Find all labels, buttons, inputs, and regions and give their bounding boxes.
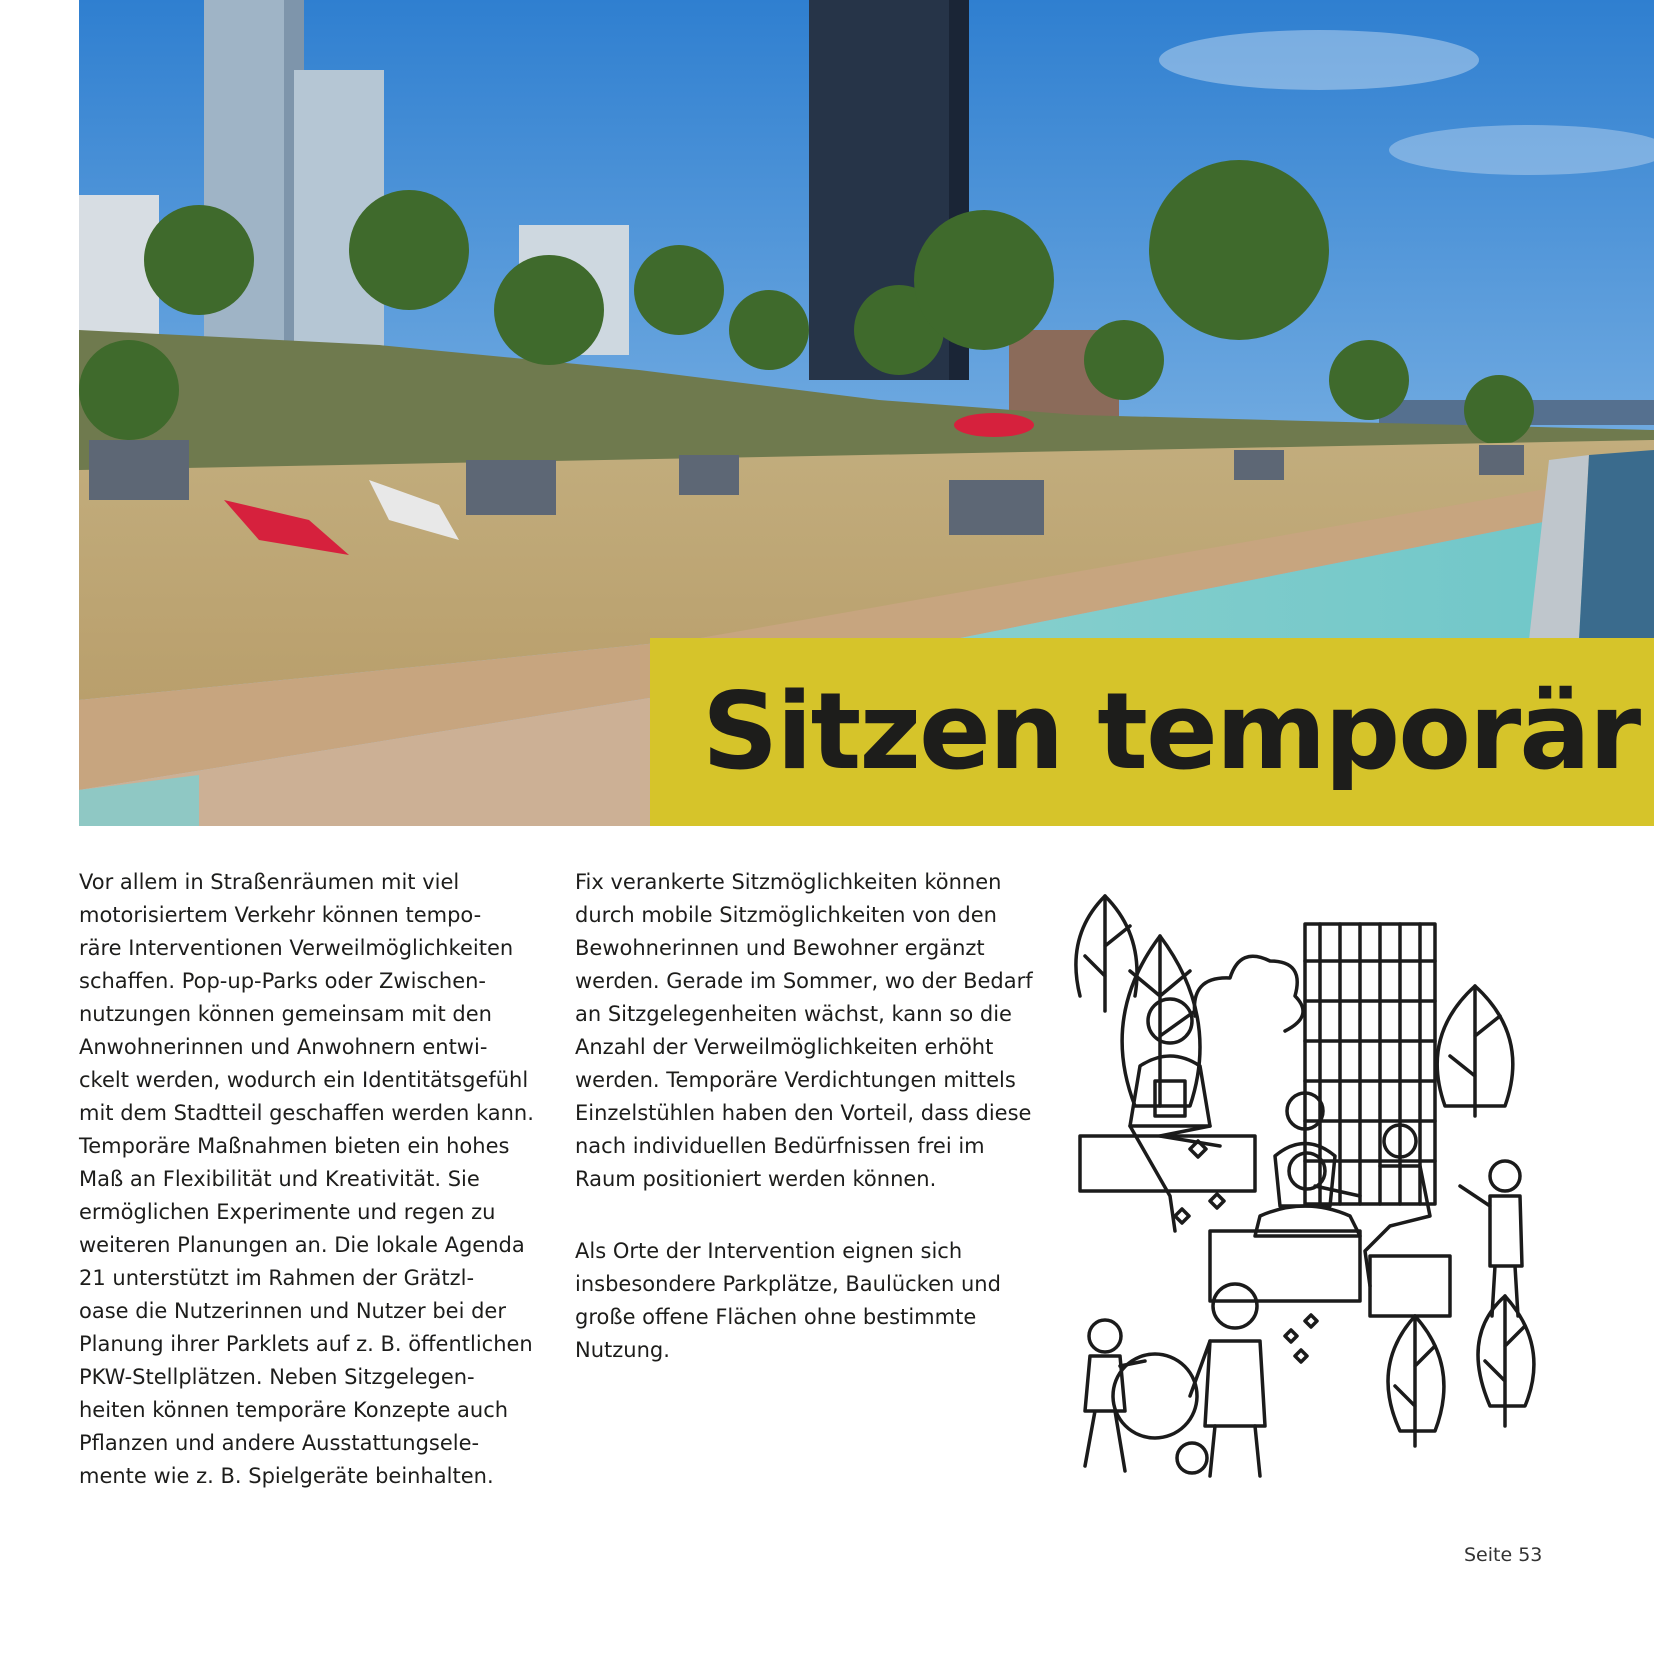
body-column-2-paragraph-1: Fix verankerte Sitzmöglichkeiten können durch mobile Sitzmöglichkeiten von den Bewohnerinnen und Bewohner ergänzt werden. Gerade im Sommer, wo der Bedarf an Sitzgelegenheiten wächst, kann so die Anzahl der Verweilmöglichkeiten erhöht werden. Temporäre Verdichtungen mittels Einzelstühlen haben den Vorteil, dass diese nach individuellen Bedürfnissen frei im Raum positioniert werden können. [575,870,1033,1191]
title-banner [650,638,1654,826]
people-sitting-illustration [1060,866,1560,1480]
people-sitting-line-illustration-icon [1060,866,1560,1480]
body-column-2-paragraph-2: Als Orte der Intervention eignen sich insbesondere Parkplätze, Baulücken und große offene Flächen ohne bestimmte Nutzung. [575,1239,1001,1362]
body-column-1: Vor allem in Straßenräumen mit viel motorisiertem Verkehr können tempo- räre Interventionen Verweilmöglichkeiten schaffen. Pop-up-Parks oder Zwischen- nutzungen können gemeinsam mit den Anwohnerinnen und Anwohnern entwi- ckelt werden, wodurch ein Identitätsgefühl mit dem Stadtteil geschaffen werden kann. Temporäre Maßnahmen bieten ein hohes Maß an Flexibilität und Kreativität. Sie ermöglichen Experimente und regen zu weiteren Planungen an. Die lokale Agenda 21 unterstützt im Rahmen der Grätzl- oase die Nutzerinnen und Nutzer bei der Planung ihrer Parklets auf z. B. öffentlichen PKW-Stellplätzen. Neben Sitzgelegen- heiten können temporäre Konzepte auch Pflanzen und andere Ausstattungsele- mente wie z. B. Spielgeräte beinhalten. [79,870,534,1488]
page-number: Seite 53 [1464,1544,1543,1566]
page-title: Sitzen temporär [702,670,1640,793]
